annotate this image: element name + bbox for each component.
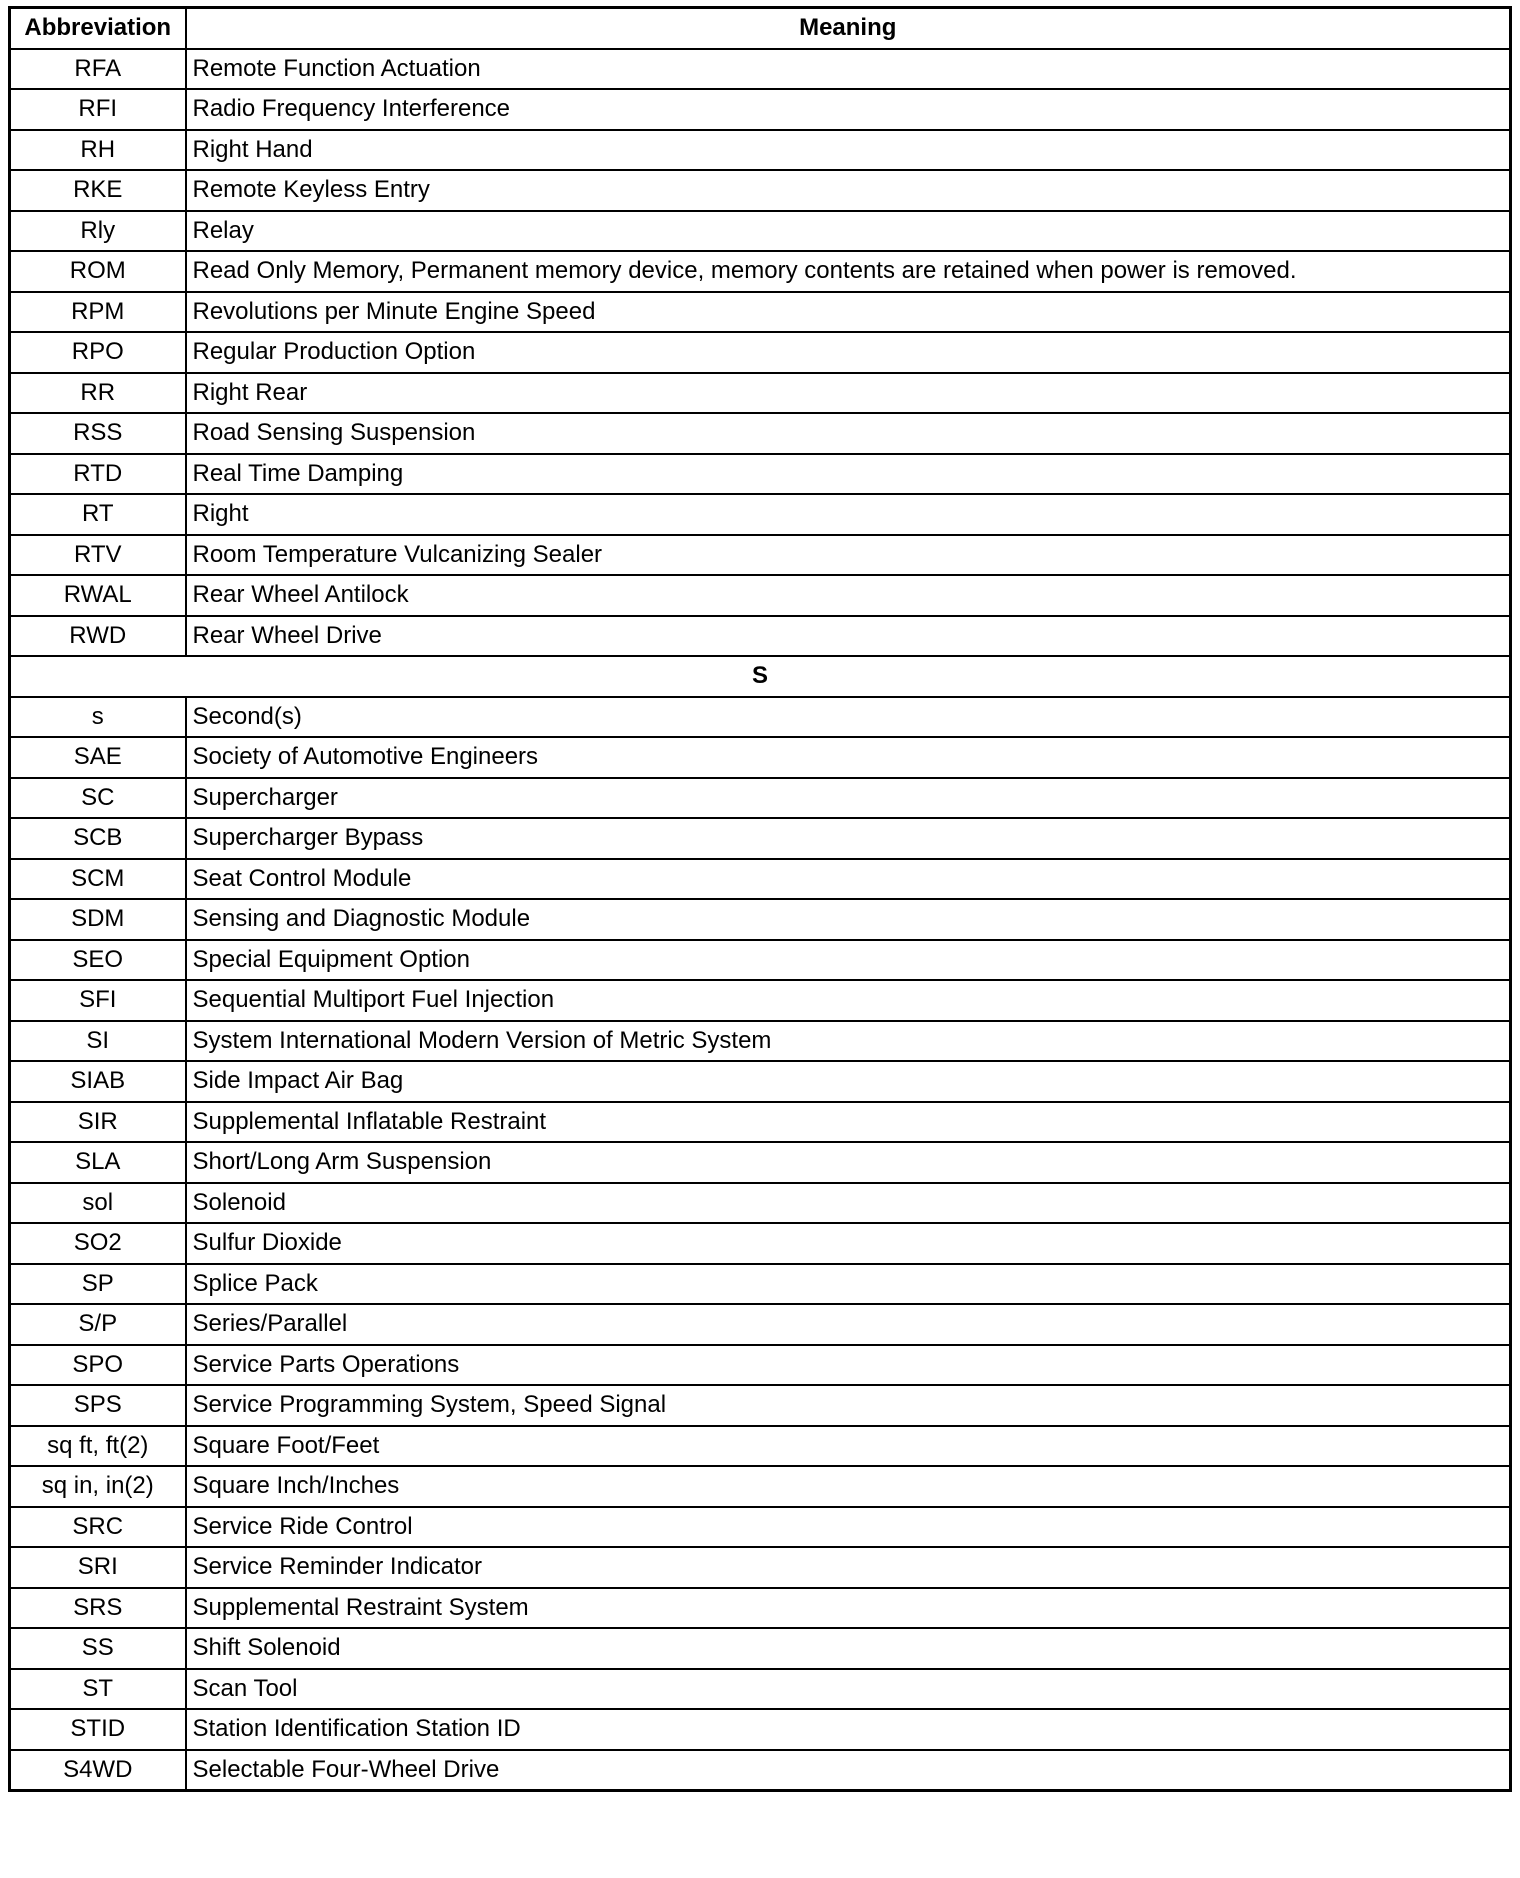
table-header-row	[10, 8, 1511, 49]
meaning-cell: Square Foot/Feet	[186, 1426, 1511, 1467]
meaning-cell: Second(s)	[186, 697, 1511, 738]
abbreviation-cell: RFI	[10, 89, 186, 130]
table-row	[10, 251, 1511, 292]
abbreviation-cell: s	[10, 697, 186, 738]
table-row	[10, 373, 1511, 414]
abbreviation-cell: RWD	[10, 616, 186, 657]
abbreviation-cell: RR	[10, 373, 186, 414]
meaning-cell: Series/Parallel	[186, 1304, 1511, 1345]
abbreviation-cell: sq in, in(2)	[10, 1466, 186, 1507]
abbreviation-cell: SCM	[10, 859, 186, 900]
meaning-cell: Real Time Damping	[186, 454, 1511, 495]
table-row	[10, 1183, 1511, 1224]
abbreviation-cell: RWAL	[10, 575, 186, 616]
meaning-cell: Radio Frequency Interference	[186, 89, 1511, 130]
meaning-cell: Room Temperature Vulcanizing Sealer	[186, 535, 1511, 576]
abbreviation-cell: SLA	[10, 1142, 186, 1183]
table-row	[10, 89, 1511, 130]
table-row	[10, 899, 1511, 940]
meaning-cell: Right Rear	[186, 373, 1511, 414]
abbreviation-cell: SCB	[10, 818, 186, 859]
abbreviation-cell: SI	[10, 1021, 186, 1062]
abbreviation-cell: RKE	[10, 170, 186, 211]
section-header-row	[10, 656, 1511, 697]
table-row	[10, 980, 1511, 1021]
abbreviation-cell: SPO	[10, 1345, 186, 1386]
meaning-cell: Revolutions per Minute Engine Speed	[186, 292, 1511, 333]
table-row	[10, 1547, 1511, 1588]
abbreviation-cell: STID	[10, 1709, 186, 1750]
abbreviation-cell: ROM	[10, 251, 186, 292]
abbreviation-cell: SC	[10, 778, 186, 819]
table-row	[10, 1264, 1511, 1305]
table-row	[10, 1142, 1511, 1183]
table-row	[10, 1385, 1511, 1426]
table-row	[10, 1709, 1511, 1750]
meaning-cell: Right	[186, 494, 1511, 535]
table-row	[10, 575, 1511, 616]
meaning-cell: Side Impact Air Bag	[186, 1061, 1511, 1102]
meaning-cell: Solenoid	[186, 1183, 1511, 1224]
table-row	[10, 1021, 1511, 1062]
table-row	[10, 737, 1511, 778]
meaning-cell: Read Only Memory, Permanent memory device, memory contents are retained when power is removed.	[186, 251, 1511, 292]
table-row	[10, 1223, 1511, 1264]
meaning-cell: Splice Pack	[186, 1264, 1511, 1305]
meaning-cell: Scan Tool	[186, 1669, 1511, 1710]
table-row	[10, 211, 1511, 252]
meaning-cell: Service Ride Control	[186, 1507, 1511, 1548]
abbreviation-cell: SO2	[10, 1223, 186, 1264]
abbreviation-cell: SDM	[10, 899, 186, 940]
meaning-cell: Service Reminder Indicator	[186, 1547, 1511, 1588]
table-row	[10, 1507, 1511, 1548]
abbreviation-column-header: Abbreviation	[10, 8, 186, 49]
table-row	[10, 1061, 1511, 1102]
abbreviation-cell: RFA	[10, 49, 186, 90]
meaning-cell: Remote Keyless Entry	[186, 170, 1511, 211]
meaning-cell: Rear Wheel Antilock	[186, 575, 1511, 616]
abbreviation-cell: SS	[10, 1628, 186, 1669]
meaning-cell: Selectable Four-Wheel Drive	[186, 1750, 1511, 1791]
abbreviation-cell: SIR	[10, 1102, 186, 1143]
abbreviation-cell: SIAB	[10, 1061, 186, 1102]
table-row	[10, 1588, 1511, 1629]
meaning-cell: Sulfur Dioxide	[186, 1223, 1511, 1264]
meaning-cell: Service Programming System, Speed Signal	[186, 1385, 1511, 1426]
abbreviation-cell: S4WD	[10, 1750, 186, 1791]
abbreviation-cell: Rly	[10, 211, 186, 252]
meaning-cell: Society of Automotive Engineers	[186, 737, 1511, 778]
abbreviation-cell: RTV	[10, 535, 186, 576]
meaning-cell: Supplemental Restraint System	[186, 1588, 1511, 1629]
table-row	[10, 535, 1511, 576]
meaning-cell: Relay	[186, 211, 1511, 252]
abbreviation-cell: SEO	[10, 940, 186, 981]
abbreviation-table	[8, 6, 1512, 1792]
abbreviation-cell: SAE	[10, 737, 186, 778]
meaning-cell: Supercharger	[186, 778, 1511, 819]
abbreviation-cell: RPM	[10, 292, 186, 333]
table-row	[10, 130, 1511, 171]
meaning-cell: System International Modern Version of Metric System	[186, 1021, 1511, 1062]
table-row	[10, 818, 1511, 859]
table-row	[10, 454, 1511, 495]
abbreviation-cell: SP	[10, 1264, 186, 1305]
table-row	[10, 413, 1511, 454]
meaning-cell: Seat Control Module	[186, 859, 1511, 900]
abbreviation-cell: SPS	[10, 1385, 186, 1426]
meaning-cell: Shift Solenoid	[186, 1628, 1511, 1669]
table-row	[10, 292, 1511, 333]
meaning-cell: Special Equipment Option	[186, 940, 1511, 981]
meaning-cell: Supercharger Bypass	[186, 818, 1511, 859]
abbreviation-cell: RH	[10, 130, 186, 171]
table-row	[10, 1304, 1511, 1345]
table-row	[10, 1102, 1511, 1143]
meaning-cell: Remote Function Actuation	[186, 49, 1511, 90]
table-row	[10, 494, 1511, 535]
table-row	[10, 332, 1511, 373]
table-row	[10, 616, 1511, 657]
abbreviation-cell: RPO	[10, 332, 186, 373]
table-row	[10, 859, 1511, 900]
meaning-cell: Station Identification Station ID	[186, 1709, 1511, 1750]
abbreviation-cell: SRC	[10, 1507, 186, 1548]
table-row	[10, 1426, 1511, 1467]
table-row	[10, 170, 1511, 211]
table-row	[10, 778, 1511, 819]
table-row	[10, 1669, 1511, 1710]
abbreviation-cell: sq ft, ft(2)	[10, 1426, 186, 1467]
abbreviation-cell: RT	[10, 494, 186, 535]
table-row	[10, 1345, 1511, 1386]
abbreviation-cell: SRS	[10, 1588, 186, 1629]
table-row	[10, 49, 1511, 90]
meaning-cell: Regular Production Option	[186, 332, 1511, 373]
meaning-cell: Supplemental Inflatable Restraint	[186, 1102, 1511, 1143]
meaning-cell: Square Inch/Inches	[186, 1466, 1511, 1507]
abbreviation-cell: RTD	[10, 454, 186, 495]
table-row	[10, 697, 1511, 738]
abbreviation-cell: ST	[10, 1669, 186, 1710]
meaning-column-header: Meaning	[186, 8, 1511, 49]
table-row	[10, 940, 1511, 981]
table-row	[10, 1628, 1511, 1669]
section-letter: S	[10, 656, 1511, 697]
meaning-cell: Sequential Multiport Fuel Injection	[186, 980, 1511, 1021]
meaning-cell: Sensing and Diagnostic Module	[186, 899, 1511, 940]
abbreviation-cell: sol	[10, 1183, 186, 1224]
abbreviation-cell: S/P	[10, 1304, 186, 1345]
meaning-cell: Right Hand	[186, 130, 1511, 171]
abbreviation-cell: RSS	[10, 413, 186, 454]
table-body	[10, 49, 1511, 1791]
table-row	[10, 1750, 1511, 1791]
meaning-cell: Road Sensing Suspension	[186, 413, 1511, 454]
table-row	[10, 1466, 1511, 1507]
meaning-cell: Service Parts Operations	[186, 1345, 1511, 1386]
meaning-cell: Rear Wheel Drive	[186, 616, 1511, 657]
abbreviation-cell: SFI	[10, 980, 186, 1021]
meaning-cell: Short/Long Arm Suspension	[186, 1142, 1511, 1183]
abbreviation-cell: SRI	[10, 1547, 186, 1588]
